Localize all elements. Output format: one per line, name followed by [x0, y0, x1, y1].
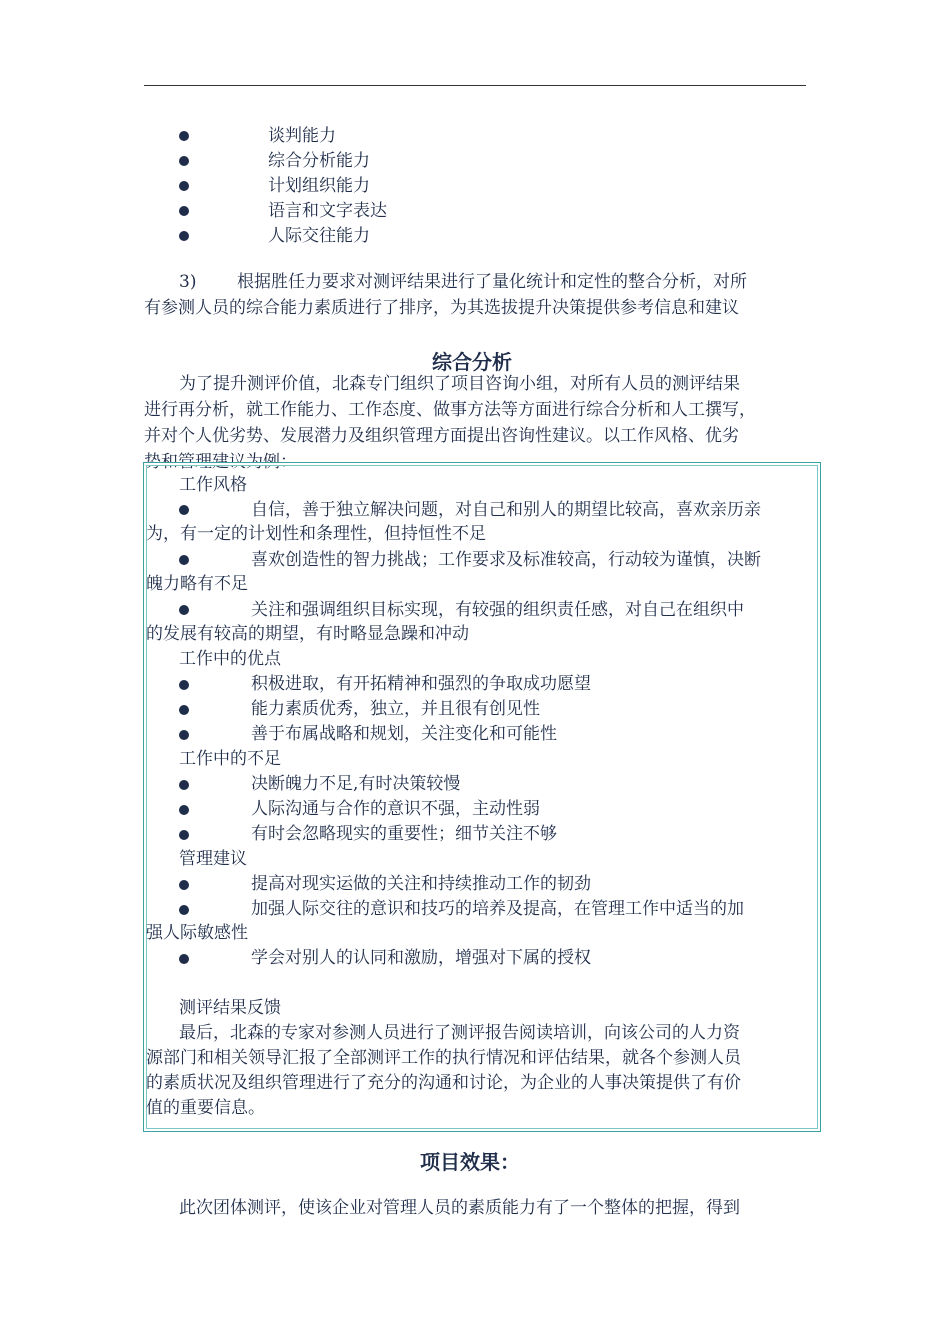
para3-line1: 根据胜任力要求对测评结果进行了量化统计和定性的整合分析，对所 [237, 272, 747, 292]
bullet-icon [179, 880, 189, 890]
para3-number: 3) [179, 272, 197, 292]
section-title-analysis: 综合分析 [432, 350, 512, 374]
list-item: 人际交往能力 [268, 226, 370, 246]
bullet-icon [179, 905, 189, 915]
work-style-item-cont: 为，有一定的计划性和条理性，但持恒性不足 [146, 524, 486, 544]
bullet-icon [179, 206, 189, 216]
work-style-item: 自信，善于独立解决问题，对自己和别人的期望比较高，喜欢亲历亲 [251, 500, 761, 520]
strengths-heading: 工作中的优点 [179, 649, 281, 669]
effect-line: 此次团体测评，使该企业对管理人员的素质能力有了一个整体的把握，得到 [179, 1198, 740, 1218]
bullet-icon [179, 830, 189, 840]
bullet-icon [179, 605, 189, 615]
strength-item: 能力素质优秀，独立，并且很有创见性 [251, 699, 540, 719]
bullet-icon [179, 680, 189, 690]
feedback-heading: 测评结果反馈 [179, 998, 281, 1018]
bullet-icon [179, 131, 189, 141]
list-item: 综合分析能力 [268, 151, 370, 171]
bullet-icon [179, 730, 189, 740]
work-style-item-cont: 魄力略有不足 [146, 574, 248, 594]
advice-item: 提高对现实运做的关注和持续推动工作的韧劲 [251, 874, 591, 894]
bullet-icon [179, 954, 189, 964]
feedback-line: 值的重要信息。 [146, 1098, 265, 1118]
feedback-line: 源部门和相关领导汇报了全部测评工作的执行情况和评估结果，就各个参测人员 [146, 1048, 741, 1068]
advice-item-cont: 强人际敏感性 [146, 923, 248, 943]
analysis-line: 进行再分析，就工作能力、工作态度、做事方法等方面进行综合分析和人工撰写， [144, 400, 756, 420]
strength-item: 善于布属战略和规划，关注变化和可能性 [251, 724, 557, 744]
list-item: 计划组织能力 [268, 176, 370, 196]
weakness-item: 有时会忽略现实的重要性；细节关注不够 [251, 824, 557, 844]
bullet-icon [179, 181, 189, 191]
weakness-item: 人际沟通与合作的意识不强，主动性弱 [251, 799, 540, 819]
feedback-line: 的素质状况及组织管理进行了充分的沟通和讨论，为企业的人事决策提供了有价 [146, 1073, 741, 1093]
work-style-item: 关注和强调组织目标实现，有较强的组织责任感，对自己在组织中 [251, 600, 744, 620]
header-rule [144, 85, 806, 86]
bullet-icon [179, 231, 189, 241]
advice-item: 加强人际交往的意识和技巧的培养及提高，在管理工作中适当的加 [251, 899, 744, 919]
bullet-icon [179, 555, 189, 565]
analysis-line: 势和管理建议为例： [144, 452, 297, 472]
weakness-item: 决断魄力不足,有时决策较慢 [251, 774, 461, 794]
bullet-icon [179, 156, 189, 166]
work-style-heading: 工作风格 [179, 475, 247, 495]
weaknesses-heading: 工作中的不足 [179, 749, 281, 769]
analysis-line: 为了提升测评价值，北森专门组织了项目咨询小组，对所有人员的测评结果 [179, 374, 740, 394]
strength-item: 积极进取，有开拓精神和强烈的争取成功愿望 [251, 674, 591, 694]
bullet-icon [179, 505, 189, 515]
feedback-line: 最后，北森的专家对参测人员进行了测评报告阅读培训，向该公司的人力资 [179, 1023, 740, 1043]
section-title-effect: 项目效果： [420, 1150, 520, 1174]
para3-line2: 有参测人员的综合能力素质进行了排序，为其选拔提升决策提供参考信息和建议 [144, 298, 739, 318]
bullet-icon [179, 705, 189, 715]
bullet-icon [179, 805, 189, 815]
list-item: 语言和文字表达 [268, 201, 387, 221]
list-item: 谈判能力 [268, 126, 336, 146]
advice-item: 学会对别人的认同和激励，增强对下属的授权 [251, 948, 591, 968]
work-style-item-cont: 的发展有较高的期望，有时略显急躁和冲动 [146, 624, 469, 644]
advice-heading: 管理建议 [179, 849, 247, 869]
work-style-item: 喜欢创造性的智力挑战；工作要求及标准较高，行动较为谨慎，决断 [251, 550, 761, 570]
analysis-line: 并对个人优劣势、发展潜力及组织管理方面提出咨询性建议。以工作风格、优劣 [144, 426, 739, 446]
bullet-icon [179, 780, 189, 790]
